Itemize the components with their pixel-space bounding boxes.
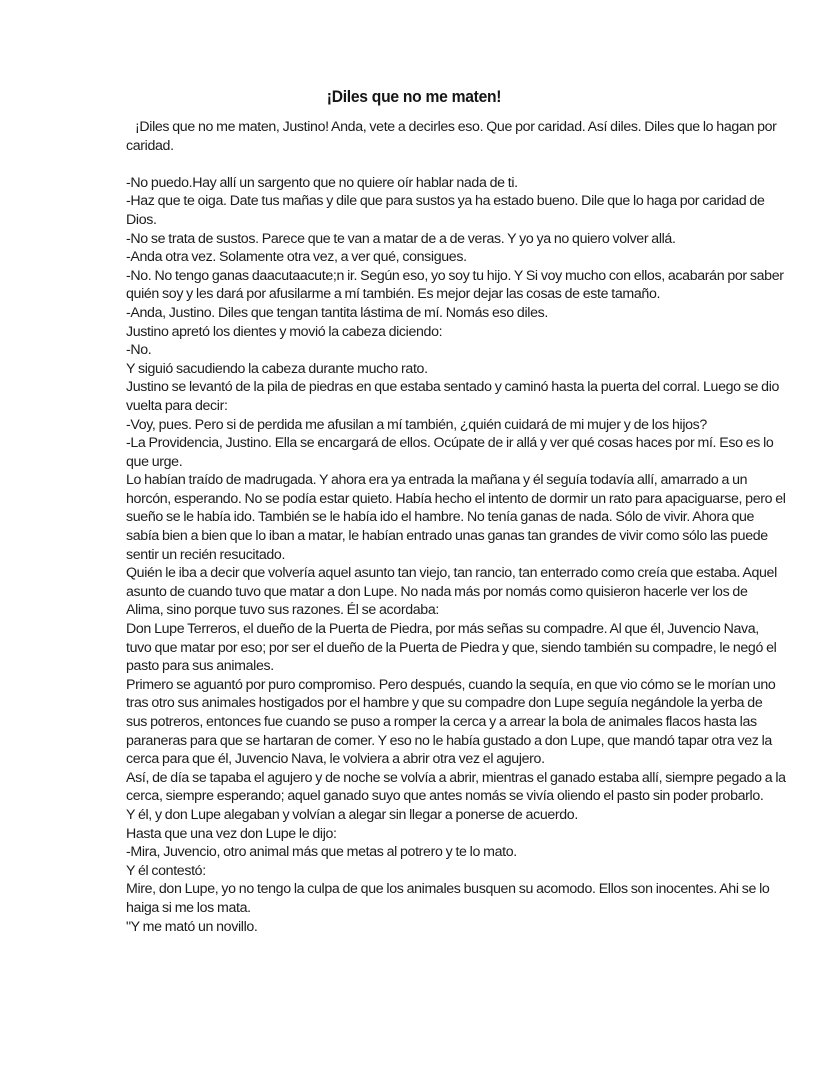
paragraph: Don Lupe Terreros, el dueño de la Puerta de Piedra, por más señas su compadre. Al que él, Juvencio Nava, tuvo que matar por eso; por ser el dueño de la Puerta de Piedra y que, siendo también su compadre, le negó el pasto para sus animales. bbox=[126, 621, 777, 675]
paragraph: Hasta que una vez don Lupe le dijo: bbox=[126, 825, 337, 842]
paragraph: -No. bbox=[126, 342, 152, 359]
paragraph: -No se trata de sustos. Parece que te van a matar de a de veras. Y yo ya no quiero volver allá. bbox=[126, 230, 676, 247]
paragraph: ¡Diles que no me maten, Justino! Anda, vete a decirles eso. Que por caridad. Así diles. Diles que lo hagan por caridad. bbox=[126, 119, 777, 154]
document-title: ¡Diles que no me maten! bbox=[326, 87, 502, 107]
paragraph: Mire, don Lupe, yo no tengo la culpa de que los animales busquen su acomodo. Ellos son inocentes. Ahi se lo haiga si me los mata. bbox=[126, 881, 770, 916]
paragraph: Justino se levantó de la pila de piedras en que estaba sentado y caminó hasta la puerta del corral. Luego se dio vuelta para decir: bbox=[126, 379, 780, 414]
paragraph: Primero se aguantó por puro compromiso. Pero después, cuando la sequía, en que vio cómo se le morían uno tras otro sus animales hostigados por el hambre y que su compadre don Lupe seguía negándole la yerba de sus potreros, entonces fue cuando se puso a romper la cerca y a arrear la bola de animales flacos hasta las paraneras para que se hartaran de comer. Y eso no le había gustado a don Lupe, que mandó tapar otra vez la cerca para que él, Juvencio Nava, le volviera a abrir otra vez el agujero. bbox=[126, 676, 776, 768]
paragraph: -La Providencia, Justino. Ella se encargará de ellos. Ocúpate de ir allá y ver qué cosas haces por mí. Eso es lo que urge. bbox=[126, 435, 774, 470]
paragraph: -Mira, Juvencio, otro animal más que metas al potrero y te lo mato. bbox=[126, 844, 517, 861]
paragraph: Y él, y don Lupe alegaban y volvían a alegar sin llegar a ponerse de acuerdo. bbox=[126, 806, 578, 823]
paragraph: -No puedo.Hay allí un sargento que no quiere oír hablar nada de ti. bbox=[126, 174, 518, 191]
paragraph: Lo habían traído de madrugada. Y ahora era ya entrada la mañana y él seguía todavía allí, amarrado a un horcón, esperando. No se podía estar quieto. Había hecho el intento de dormir un rato para apaciguarse, pero el sueño se le había ido. También se le había ido el hambre. No tenía ganas de nada. Sólo de vivir. Ahora que sabía bien a bien que lo iban a matar, le habían entrado unas ganas tan grandes de vivir como sólo las puede sentir un recién resucitado. bbox=[126, 472, 786, 563]
paragraph: -Anda otra vez. Solamente otra vez, a ver qué, consigues. bbox=[126, 249, 467, 266]
document-body bbox=[126, 118, 786, 936]
paragraph: Quién le iba a decir que volvería aquel asunto tan viejo, tan rancio, tan enterrado como creía que estaba. Aquel asunto de cuando tuvo que matar a don Lupe. No nada más por nomás como quisieron hacerle ver los de Alima, sino porque tuvo sus razones. Él se acordaba: bbox=[126, 565, 777, 619]
paragraph: Y siguió sacudiendo la cabeza durante mucho rato. bbox=[126, 360, 428, 377]
paragraph: Así, de día se tapaba el agujero y de noche se volvía a abrir, mientras el ganado estaba allí, siempre pegado a la cerca, siempre esperando; aquel ganado suyo que antes nomás se vivía oliendo el pasto sin poder probarlo. bbox=[126, 769, 786, 805]
paragraph: "Y me mató un novillo. bbox=[126, 918, 258, 935]
paragraph: Justino apretó los dientes y movió la cabeza diciendo: bbox=[126, 323, 443, 340]
paragraph: -Haz que te oiga. Date tus mañas y dile que para sustos ya ha estado bueno. Dile que lo haga por caridad de Dios. bbox=[126, 193, 765, 228]
paragraph: Y él contestó: bbox=[126, 862, 206, 879]
paragraph: -Voy, pues. Pero si de perdida me afusilan a mí también, ¿quién cuidará de mi mujer y de los hijos? bbox=[126, 416, 707, 433]
paragraph: -No. No tengo ganas daacutaacute;n ir. Según eso, yo soy tu hijo. Y Si voy mucho con ellos, acabarán por saber quién soy y les dará por afusilarme a mí también. Es mejor dejar las cosas de este tamaño. bbox=[126, 267, 784, 303]
paragraph: -Anda, Justino. Diles que tengan tantita lástima de mí. Nomás eso diles. bbox=[126, 304, 548, 321]
